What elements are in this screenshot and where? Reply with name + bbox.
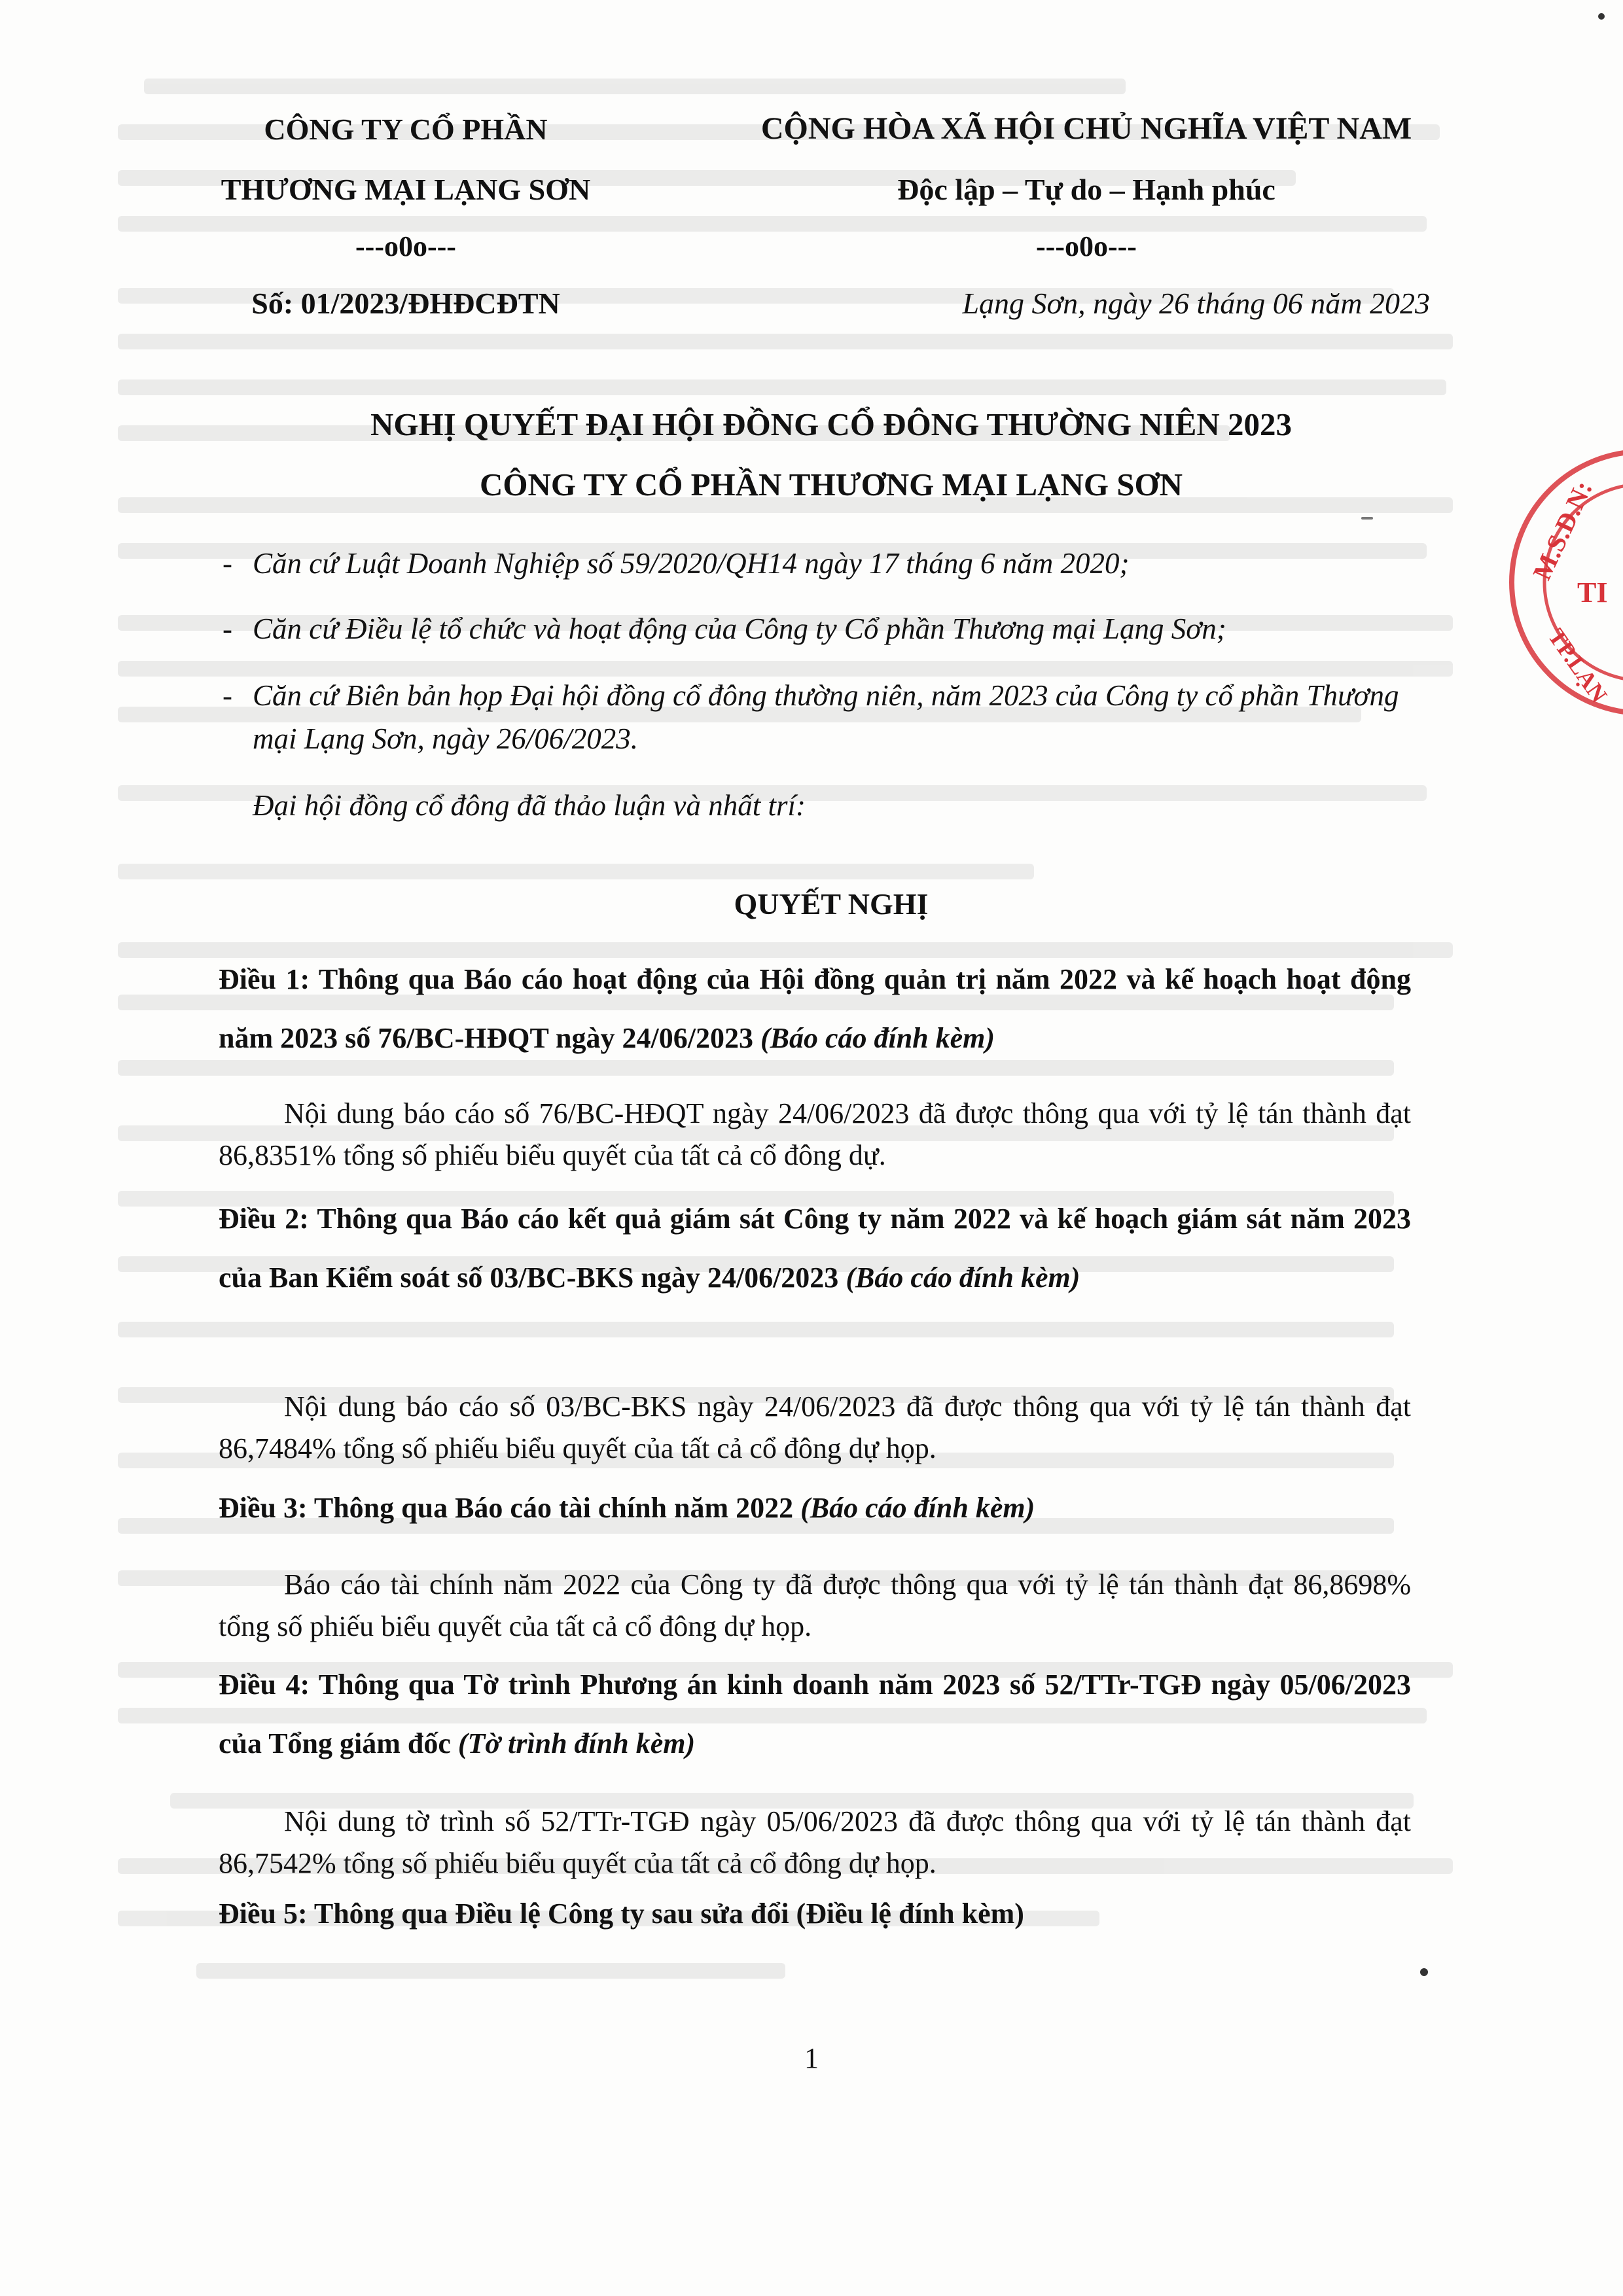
article-4-body: Nội dung tờ trình số 52/TTr-TGĐ ngày 05/06/2023 đã được thông qua với tỷ lệ tán thành đạt 86,7542% tổng số phiếu biểu quyết của tất cả cổ đông dự họp. [219,1805,1411,1879]
dash-bullet-icon: - [223,612,232,645]
republic-separator: ---o0o--- [1036,230,1137,262]
stamp-text-mid: TI [1577,576,1608,609]
article-3-body: Báo cáo tài chính năm 2022 của Công ty đã được thông qua với tỷ lệ tán thành đạt 86,8698% tổng số phiếu biểu quyết của tất cả cổ đông dự họp. [219,1568,1411,1642]
page-number: 1 [804,2042,819,2074]
resolution-heading: QUYẾT NGHỊ [734,887,929,921]
stamp-text-bottom: TP.LẠN [1543,624,1613,708]
scan-speck [1420,1968,1428,1976]
scan-speck [1361,517,1373,520]
stamp-text-top: M.S.D.N: [1527,476,1599,584]
article-1-body: Nội dung báo cáo số 76/BC-HĐQT ngày 24/06/2023 đã được thông qua với tỷ lệ tán thành đạt 86,8351% tổng số phiếu biểu quyết của tất cả cổ đông dự. [219,1097,1411,1171]
article-5-title: Điều 5: Thông qua Điều lệ Công ty sau sửa đổi (Điều lệ đính kèm) [219,1898,1024,1930]
document-number: Số: 01/2023/ĐHĐCĐTN [251,287,560,320]
national-motto: Độc lập – Tự do – Hạnh phúc [897,173,1275,206]
scan-speck [1598,13,1605,20]
article-4-title: Điều 4: Thông qua Tờ trình Phương án kinh doanh năm 2023 số 52/TTr-TGĐ ngày 05/06/2023 của Tổng giám đốc (Tờ trình đính kèm) [219,1669,1411,1759]
article-3-title: Điều 3: Thông qua Báo cáo tài chính năm 2022 (Báo cáo đính kèm) [219,1492,1035,1524]
resolution-title-line1: NGHỊ QUYẾT ĐẠI HỘI ĐỒNG CỔ ĐÔNG THƯỜNG NIÊN 2023 [370,406,1292,442]
company-separator: ---o0o--- [355,230,456,262]
place-date: Lạng Sơn, ngày 26 tháng 06 năm 2023 [962,287,1430,320]
legal-basis-item: - Căn cứ Luật Doanh Nghiệp số 59/2020/QH14 ngày 17 tháng 6 năm 2020; [253,542,1431,585]
dash-bullet-icon: - [223,547,232,580]
company-name-line1: CÔNG TY CỔ PHẦN [264,113,548,146]
agreement-statement: Đại hội đồng cổ đông đã thảo luận và nhất trí: [253,789,806,822]
company-seal-stamp [1505,445,1623,720]
dash-bullet-icon: - [223,679,232,712]
legal-basis-item: - Căn cứ Điều lệ tổ chức và hoạt động của Công ty Cổ phần Thương mại Lạng Sơn; [253,607,1431,650]
legal-basis-item: - Căn cứ Biên bản họp Đại hội đồng cổ đông thường niên, năm 2023 của Công ty cổ phần Thương mại Lạng Sơn, ngày 26/06/2023. [253,674,1418,760]
republic-name: CỘNG HÒA XÃ HỘI CHỦ NGHĨA VIỆT NAM [760,111,1412,146]
article-2-title: Điều 2: Thông qua Báo cáo kết quả giám sát Công ty năm 2022 và kế hoạch giám sát năm 2023 của Ban Kiểm soát số 03/BC-BKS ngày 24/06/2023 (Báo cáo đính kèm) [219,1203,1411,1294]
resolution-title-line2: CÔNG TY CỔ PHẦN THƯƠNG MẠI LẠNG SƠN [480,467,1183,503]
company-name-line2: THƯƠNG MẠI LẠNG SƠN [221,173,591,206]
article-2-body: Nội dung báo cáo số 03/BC-BKS ngày 24/06/2023 đã được thông qua với tỷ lệ tán thành đạt 86,7484% tổng số phiếu biểu quyết của tất cả cổ đông dự họp. [219,1390,1411,1464]
article-1-title: Điều 1: Thông qua Báo cáo hoạt động của Hội đồng quản trị năm 2022 và kế hoạch hoạt động năm 2023 số 76/BC-HĐQT ngày 24/06/2023 (Báo cáo đính kèm) [219,963,1411,1054]
